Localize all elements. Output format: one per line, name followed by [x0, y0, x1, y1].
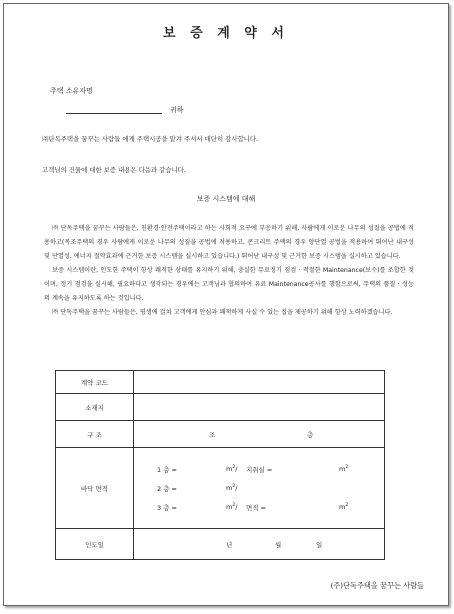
contract-code-label: 계약 코드 — [56, 371, 134, 394]
owner-honorific: 귀하 — [170, 106, 184, 114]
year-unit: 년 — [226, 541, 233, 549]
warranty-document — [3, 3, 449, 606]
site-area-unit: $m^2$ — [339, 465, 349, 474]
location-value — [134, 394, 385, 421]
owner-name-label: 주택 소유자명 — [50, 87, 93, 95]
location-label: 소재지 — [56, 394, 134, 421]
contract-code-value — [134, 371, 385, 394]
paragraph-1: ㈜ 단독주택을 꿈꾸는 사람들은, 친환경·안전주택이라고 하는 사회적 요구에 부응하기 위해, 사람에게 이로운 나무의 성질을 공법에 적용하고(목조주택의 경우 사람에게 이로운 나무의 성질을 공법에 적용하고, 콘크리트 주택의 경우 양단열 공법을 적용하여 뛰어난 내구성 및 단열성, 에너지 절약효과에 근거한 보증 시스템을 실시하고 있습니다.) 뛰어난 내구성 및 근거한 보증 시스템을 실시하고 있습니다. — [44, 225, 414, 260]
area-unit: $m^2$ — [339, 503, 349, 512]
handover-date-value — [134, 529, 385, 560]
floor1-label: 1 층 = — [157, 466, 177, 474]
warranty-description — [44, 222, 414, 320]
handover-date-label: 인도일 — [56, 529, 134, 560]
floor2-label: 2 층 = — [157, 485, 177, 493]
owner-name-blank-line — [66, 112, 162, 114]
thanks-sentence: ㈜단독주택을 꿈꾸는 사람들 에게 주택시공을 맡겨 주셔서 대단히 감사합니다. — [42, 135, 259, 143]
floor3-label: 3 층 = — [157, 504, 177, 512]
area-label: 면적 = — [246, 504, 267, 512]
document-title: 보 증 계 약 서 — [163, 26, 289, 41]
paragraph-3: ㈜ 단독주택을 꿈꾸는 사람들은, 평생에 걸쳐 고객에게 안심과 쾌적하게 사실 수 있는 집을 제공하기 위해 항상 노력하겠습니다. — [52, 309, 393, 316]
floor-area-label: 바닥 면적 — [56, 448, 134, 529]
floor-area-value — [134, 448, 385, 529]
floor1-unit: $m^2/$ — [226, 465, 238, 474]
floor2-unit: $m^2/$ — [226, 484, 238, 493]
day-unit: 일 — [316, 541, 323, 549]
structure-floors-unit: 층 — [307, 431, 314, 439]
company-signature: (주)단독주택을 꿈꾸는 사람들 — [330, 581, 424, 590]
floor3-unit: $m^2/$ — [226, 503, 238, 512]
structure-label: 구 조 — [56, 421, 134, 448]
paragraph-2: 보증 시스템이란, 인도한 주택이 항상 쾌적한 상태를 유지하기 위해, 충실한 무료정기 점검 · 적절한 Maintenance(보수)를 조합한 것이며, 정기 점검을 실시해, 필요하다고 생각되는 경우에는 고객님과 협의하여 유료 Maintenance공사를 행함으로써, 주택의 품질 · 성능의 계속을 유지하도록 하는 것입니다. — [44, 267, 414, 302]
month-unit: 월 — [275, 541, 282, 549]
notice-sentence: 고객님의 건물에 대한 보증 내용은 다음과 같습니다. — [42, 166, 186, 174]
contract-info-table — [55, 370, 385, 560]
section-title: 보증 시스템에 대해 — [196, 195, 256, 203]
structure-type-unit: 조 — [209, 431, 216, 439]
site-area-label: 지취실 = — [246, 466, 273, 474]
structure-value — [134, 421, 385, 448]
